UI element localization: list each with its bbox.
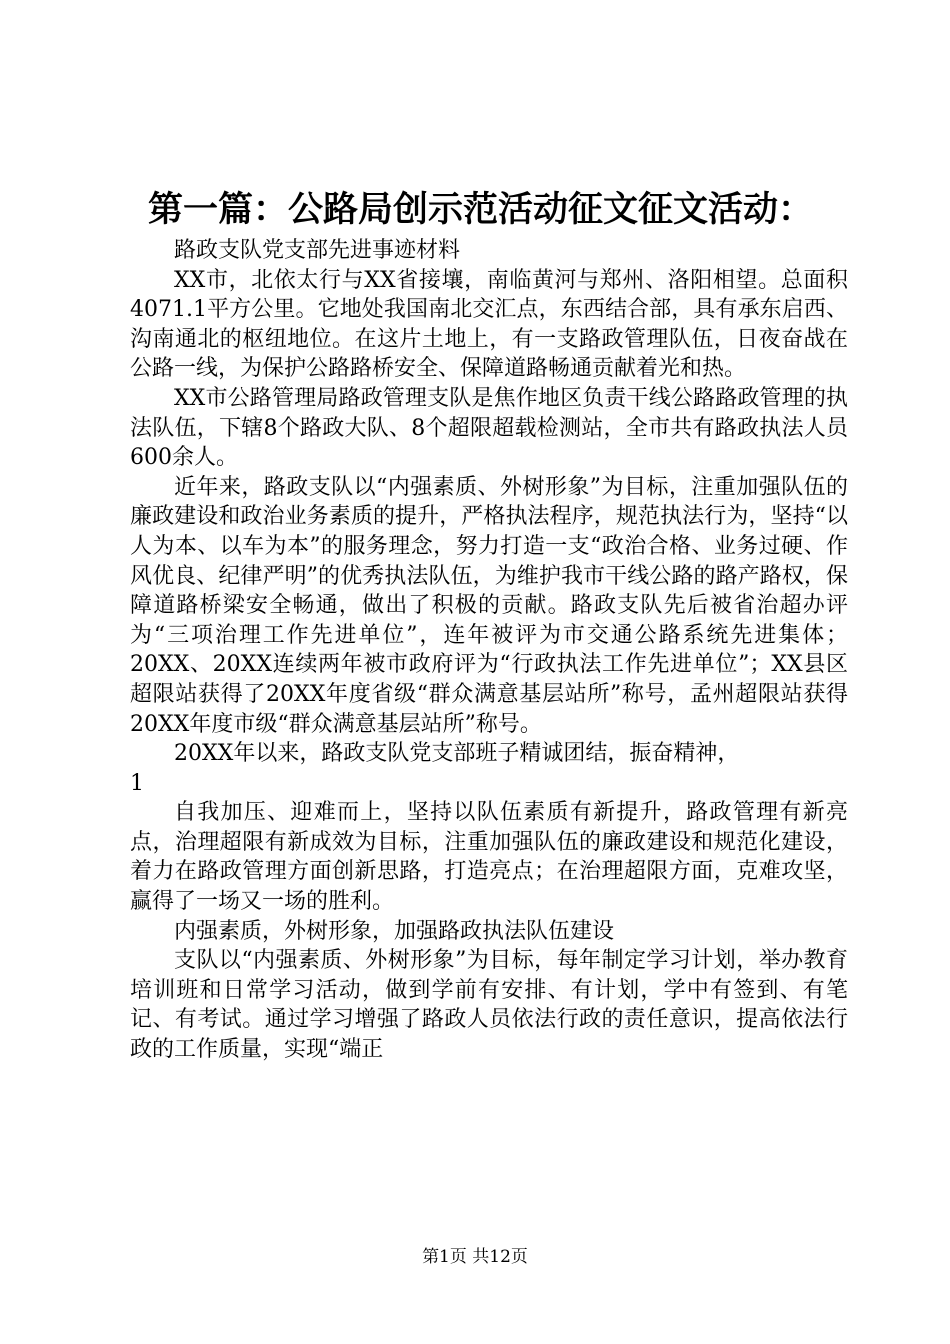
subheading-team-building: 内强素质，外树形象，加强路政执法队伍建设 [174, 918, 615, 944]
inline-page-number: 1 [130, 770, 144, 796]
paragraph-since-20xx: 20XX年以来，路政支队党支部班子精诚团结，振奋精神， [174, 741, 740, 767]
paragraph-recent-years: 近年来，路政支队以“内强素质、外树形象”为目标，注重加强队伍的廉政建设和政治业务素质的提升，严格执法程序，规范执法行为，坚持“以人为本、以车为本”的服务理念，努力打造一支“政治合格、业务过硬、作风优良、纪律严明”的优秀执法队伍，为维护我市干线公路的路产路权，保障道路桥梁安全畅通，做出了积极的贡献。路政支队先后被省治超办评为“三项治理工作先进单位”，连年被评为市交通公路系统先进集体；20XX、20XX连续两年被市政府评为“行政执法工作先进单位”；XX县区超限站获得了20XX年度省级“群众满意基层站所”称号，孟州超限站获得20XX年度市级“群众满意基层站所”称号。 [130, 474, 848, 737]
paragraph-self-pressure: 自我加压、迎难而上，坚持以队伍素质有新提升，路政管理有新亮点，治理超限有新成效为目标，注重加强队伍的廉政建设和规范化建设，着力在路政管理方面创新思路，打造亮点；在治理超限方面，克难攻坚，赢得了一场又一场的胜利。 [130, 800, 848, 915]
subheading-advanced-deeds: 路政支队党支部先进事迹材料 [174, 238, 461, 263]
paragraph-detachment-intro: XX市公路管理局路政管理支队是焦作地区负责干线公路路政管理的执法队伍，下辖8个路政大队、8个超限超载检测站，全市共有路政执法人员600余人。 [130, 385, 848, 471]
paragraph-study-plan: 支队以“内强素质、外树形象”为目标，每年制定学习计划，举办教育培训班和日常学习活动，做到学前有安排、有计划，学中有签到、有笔记、有考试。通过学习增强了路政人员依法行政的责任意识，提高依法行政的工作质量，实现“端正 [130, 948, 848, 1063]
document-title: 第一篇：公路局创示范活动征文征文活动： [148, 190, 814, 230]
paragraph-city-intro: XX市，北依太行与XX省接壤，南临黄河与郑州、洛阳相望。总面积4071.1平方公里。它地处我国南北交汇点，东西结合部，具有承东启西、沟南通北的枢纽地位。在这片土地上，有一支路政管理队伍，日夜奋战在公路一线，为保护公路路桥安全、保障道路畅通贡献着光和热。 [130, 267, 848, 382]
page-footer: 第1页 共12页 [422, 1247, 528, 1267]
document-body [130, 236, 848, 1065]
